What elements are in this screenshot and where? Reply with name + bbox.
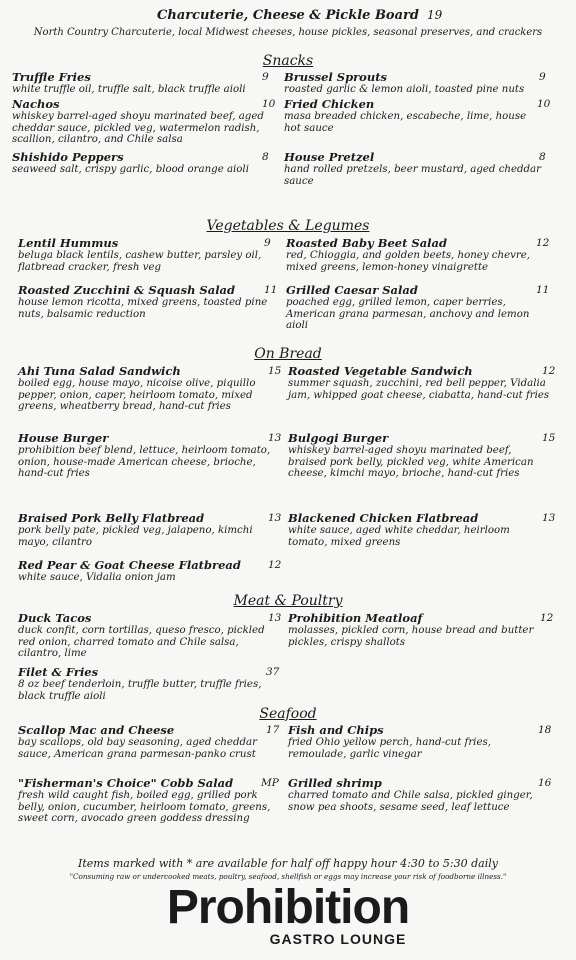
item-description: charred tomato and Chile salsa, pickled ginger, snow pea shoots, sesame seed, leaf lettuce xyxy=(288,790,533,813)
food-safety-disclaimer: "Consuming raw or undercooked meats, poultry, seafood, shellfish or eggs may increase your risk of foodborne illness." xyxy=(69,872,507,881)
item-name: Grilled shrimp xyxy=(288,776,382,790)
item-name: Scallop Mac and Cheese xyxy=(18,723,175,737)
restaurant-logo xyxy=(0,881,576,947)
item-name: "Fisherman's Choice" Cobb Salad xyxy=(18,776,234,790)
item-name: Fried Chicken xyxy=(284,97,375,111)
menu-item xyxy=(286,284,548,332)
item-description: molasses, pickled corn, house bread and butter pickles, crispy shallots xyxy=(288,625,534,648)
item-price: 13 xyxy=(268,512,282,524)
menu-item xyxy=(288,364,556,401)
item-name: Prohibition Meatloaf xyxy=(288,611,423,625)
item-name: House Burger xyxy=(18,431,109,445)
item-name: Grilled Caesar Salad xyxy=(286,283,418,297)
item-price: 10 xyxy=(262,98,276,110)
item-price: 8 xyxy=(539,151,546,163)
menu-item xyxy=(284,151,546,187)
item-price: 16 xyxy=(538,777,552,789)
menu-item xyxy=(18,559,280,584)
item-price: 9 xyxy=(539,71,546,83)
item-name: Ahi Tuna Salad Sandwich xyxy=(18,364,181,378)
item-price: 10 xyxy=(537,98,551,110)
item-name: Bulgogi Burger xyxy=(288,431,389,445)
item-description: poached egg, grilled lemon, caper berries, American grana parmesan, anchovy and lemon aioli xyxy=(286,297,530,332)
board-name: Charcuterie, Cheese & Pickle Board xyxy=(157,8,419,23)
item-price: 15 xyxy=(268,365,282,377)
item-name: House Pretzel xyxy=(284,150,375,164)
item-description: white sauce, aged white cheddar, heirloom tomato, mixed greens xyxy=(288,525,510,548)
board-description: North Country Charcuterie, local Midwest cheeses, house pickles, seasonal preserves, and crackers xyxy=(33,27,543,38)
item-description: red, Chioggia, and golden beets, honey chevre, mixed greens, lemon-honey vinaigrette xyxy=(286,250,530,273)
item-description: house lemon ricotta, mixed greens, toasted pine nuts, balsamic reduction xyxy=(18,297,268,320)
item-description: boiled egg, house mayo, nicoise olive, piquillo pepper, onion, caper, heirloom tomato, mixed greens, wheatberry bread, hand-cut fries xyxy=(18,378,256,413)
item-price: 12 xyxy=(536,237,550,249)
item-description: duck confit, corn tortillas, queso fresco, pickled red onion, charred tomato and Chile salsa, cilantro, lime xyxy=(18,625,265,660)
menu-item xyxy=(18,724,280,760)
menu-item xyxy=(288,511,556,548)
item-description: seaweed salt, crispy garlic, blood orange aioli xyxy=(12,164,249,175)
menu-item xyxy=(286,237,548,273)
menu-item xyxy=(18,237,280,273)
item-name: Lentil Hummus xyxy=(18,236,119,250)
section-meat-poultry: Meat & Poultry xyxy=(233,593,343,609)
item-description: whiskey barrel-aged shoyu marinated beef, aged cheddar sauce, pickled veg, watermelon radish, scallion, cilantro, and Chile salsa xyxy=(12,111,264,146)
item-price: 9 xyxy=(264,237,271,249)
item-price: 11 xyxy=(536,284,550,296)
item-description: white truffle oil, truffle salt, black truffle aioli xyxy=(12,84,246,95)
item-name: Red Pear & Goat Cheese Flatbread xyxy=(18,558,241,572)
menu-item xyxy=(18,777,280,825)
item-name: Blackened Chicken Flatbread xyxy=(288,511,479,525)
section-vegetables: Vegetables & Legumes xyxy=(206,218,370,234)
item-name: Duck Tacos xyxy=(18,611,92,625)
menu-item xyxy=(18,365,280,413)
item-description: hand rolled pretzels, beer mustard, aged cheddar sauce xyxy=(284,164,541,187)
item-name: Brussel Sprouts xyxy=(284,70,388,84)
item-description: white sauce, Vidalia onion jam xyxy=(18,572,176,583)
item-name: Nachos xyxy=(12,97,60,111)
menu-item xyxy=(18,666,280,702)
menu-item xyxy=(288,611,554,648)
item-description: masa breaded chicken, escabeche, lime, house hot sauce xyxy=(284,111,527,134)
item-name: Truffle Fries xyxy=(12,70,91,84)
board-title xyxy=(0,8,576,23)
item-name: Roasted Baby Beet Salad xyxy=(286,236,448,250)
item-price: 11 xyxy=(264,284,278,296)
item-name: Roasted Zucchini & Squash Salad xyxy=(18,283,236,297)
menu-item xyxy=(288,431,556,480)
item-price: 13 xyxy=(268,432,282,444)
menu-item xyxy=(288,724,550,760)
item-description: roasted garlic & lemon aioli, toasted pine nuts xyxy=(284,84,525,95)
item-price: 37 xyxy=(266,666,280,678)
menu-item xyxy=(18,612,280,660)
section-snacks: Snacks xyxy=(262,53,314,69)
item-price: 13 xyxy=(542,512,556,524)
menu-item xyxy=(18,432,280,480)
item-price: 8 xyxy=(262,151,269,163)
item-description: bay scallops, old bay seasoning, aged cheddar sauce, American grana parmesan-panko crust xyxy=(18,737,257,760)
item-price: 13 xyxy=(268,612,282,624)
item-description: whiskey barrel-aged shoyu marinated beef, braised pork belly, pickled veg, white American cheese, kimchi mayo, brioche, hand-cut fries xyxy=(288,445,534,480)
item-name: Filet & Fries xyxy=(18,665,99,679)
happy-hour-note: Items marked with * are available for half off happy hour 4:30 to 5:30 daily xyxy=(78,857,498,870)
section-seafood: Seafood xyxy=(259,706,317,722)
logo-wordmark: Prohibition xyxy=(166,881,410,934)
item-price: 12 xyxy=(542,365,556,377)
menu-item xyxy=(12,71,274,96)
item-description: summer squash, zucchini, red bell pepper, Vidalia jam, whipped goat cheese, ciabatta, hand-cut fries xyxy=(288,378,550,401)
menu-item xyxy=(12,98,274,146)
item-price: 18 xyxy=(538,724,552,736)
menu-item xyxy=(284,97,551,134)
item-description: beluga black lentils, cashew butter, parsley oil, flatbread cracker, fresh veg xyxy=(18,250,262,273)
section-on-bread: On Bread xyxy=(254,346,322,362)
menu-item xyxy=(18,284,280,320)
item-name: Roasted Vegetable Sandwich xyxy=(288,364,473,378)
menu-item xyxy=(12,151,274,176)
item-price: 17 xyxy=(266,724,280,736)
item-name: Shishido Peppers xyxy=(12,150,124,164)
item-description: fried Ohio yellow perch, hand-cut fries, remoulade, garlic vinegar xyxy=(288,737,491,760)
item-description: prohibition beef blend, lettuce, heirloom tomato, onion, house-made American cheese, brioche, hand-cut fries xyxy=(18,445,271,480)
logo-subtitle: GASTRO LOUNGE xyxy=(269,931,407,947)
board-price: 19 xyxy=(426,8,443,22)
item-name: Fish and Chips xyxy=(288,723,384,737)
item-price: MP xyxy=(261,777,279,789)
item-price: 12 xyxy=(540,612,554,624)
item-description: 8 oz beef tenderloin, truffle butter, truffle fries, black truffle aioli xyxy=(18,679,262,702)
item-price: 12 xyxy=(268,559,282,571)
menu-item xyxy=(288,777,550,813)
item-price: 15 xyxy=(542,432,556,444)
item-name: Braised Pork Belly Flatbread xyxy=(18,511,205,525)
menu-item xyxy=(18,512,280,548)
item-price: 9 xyxy=(262,71,269,83)
item-description: fresh wild caught fish, boiled egg, grilled pork belly, onion, cucumber, heirloom tomato, greens, sweet corn, avocado green goddess dressing xyxy=(18,790,271,825)
item-description: pork belly pate, pickled veg, jalapeno, kimchi mayo, cilantro xyxy=(18,525,253,548)
menu-item xyxy=(284,71,546,96)
